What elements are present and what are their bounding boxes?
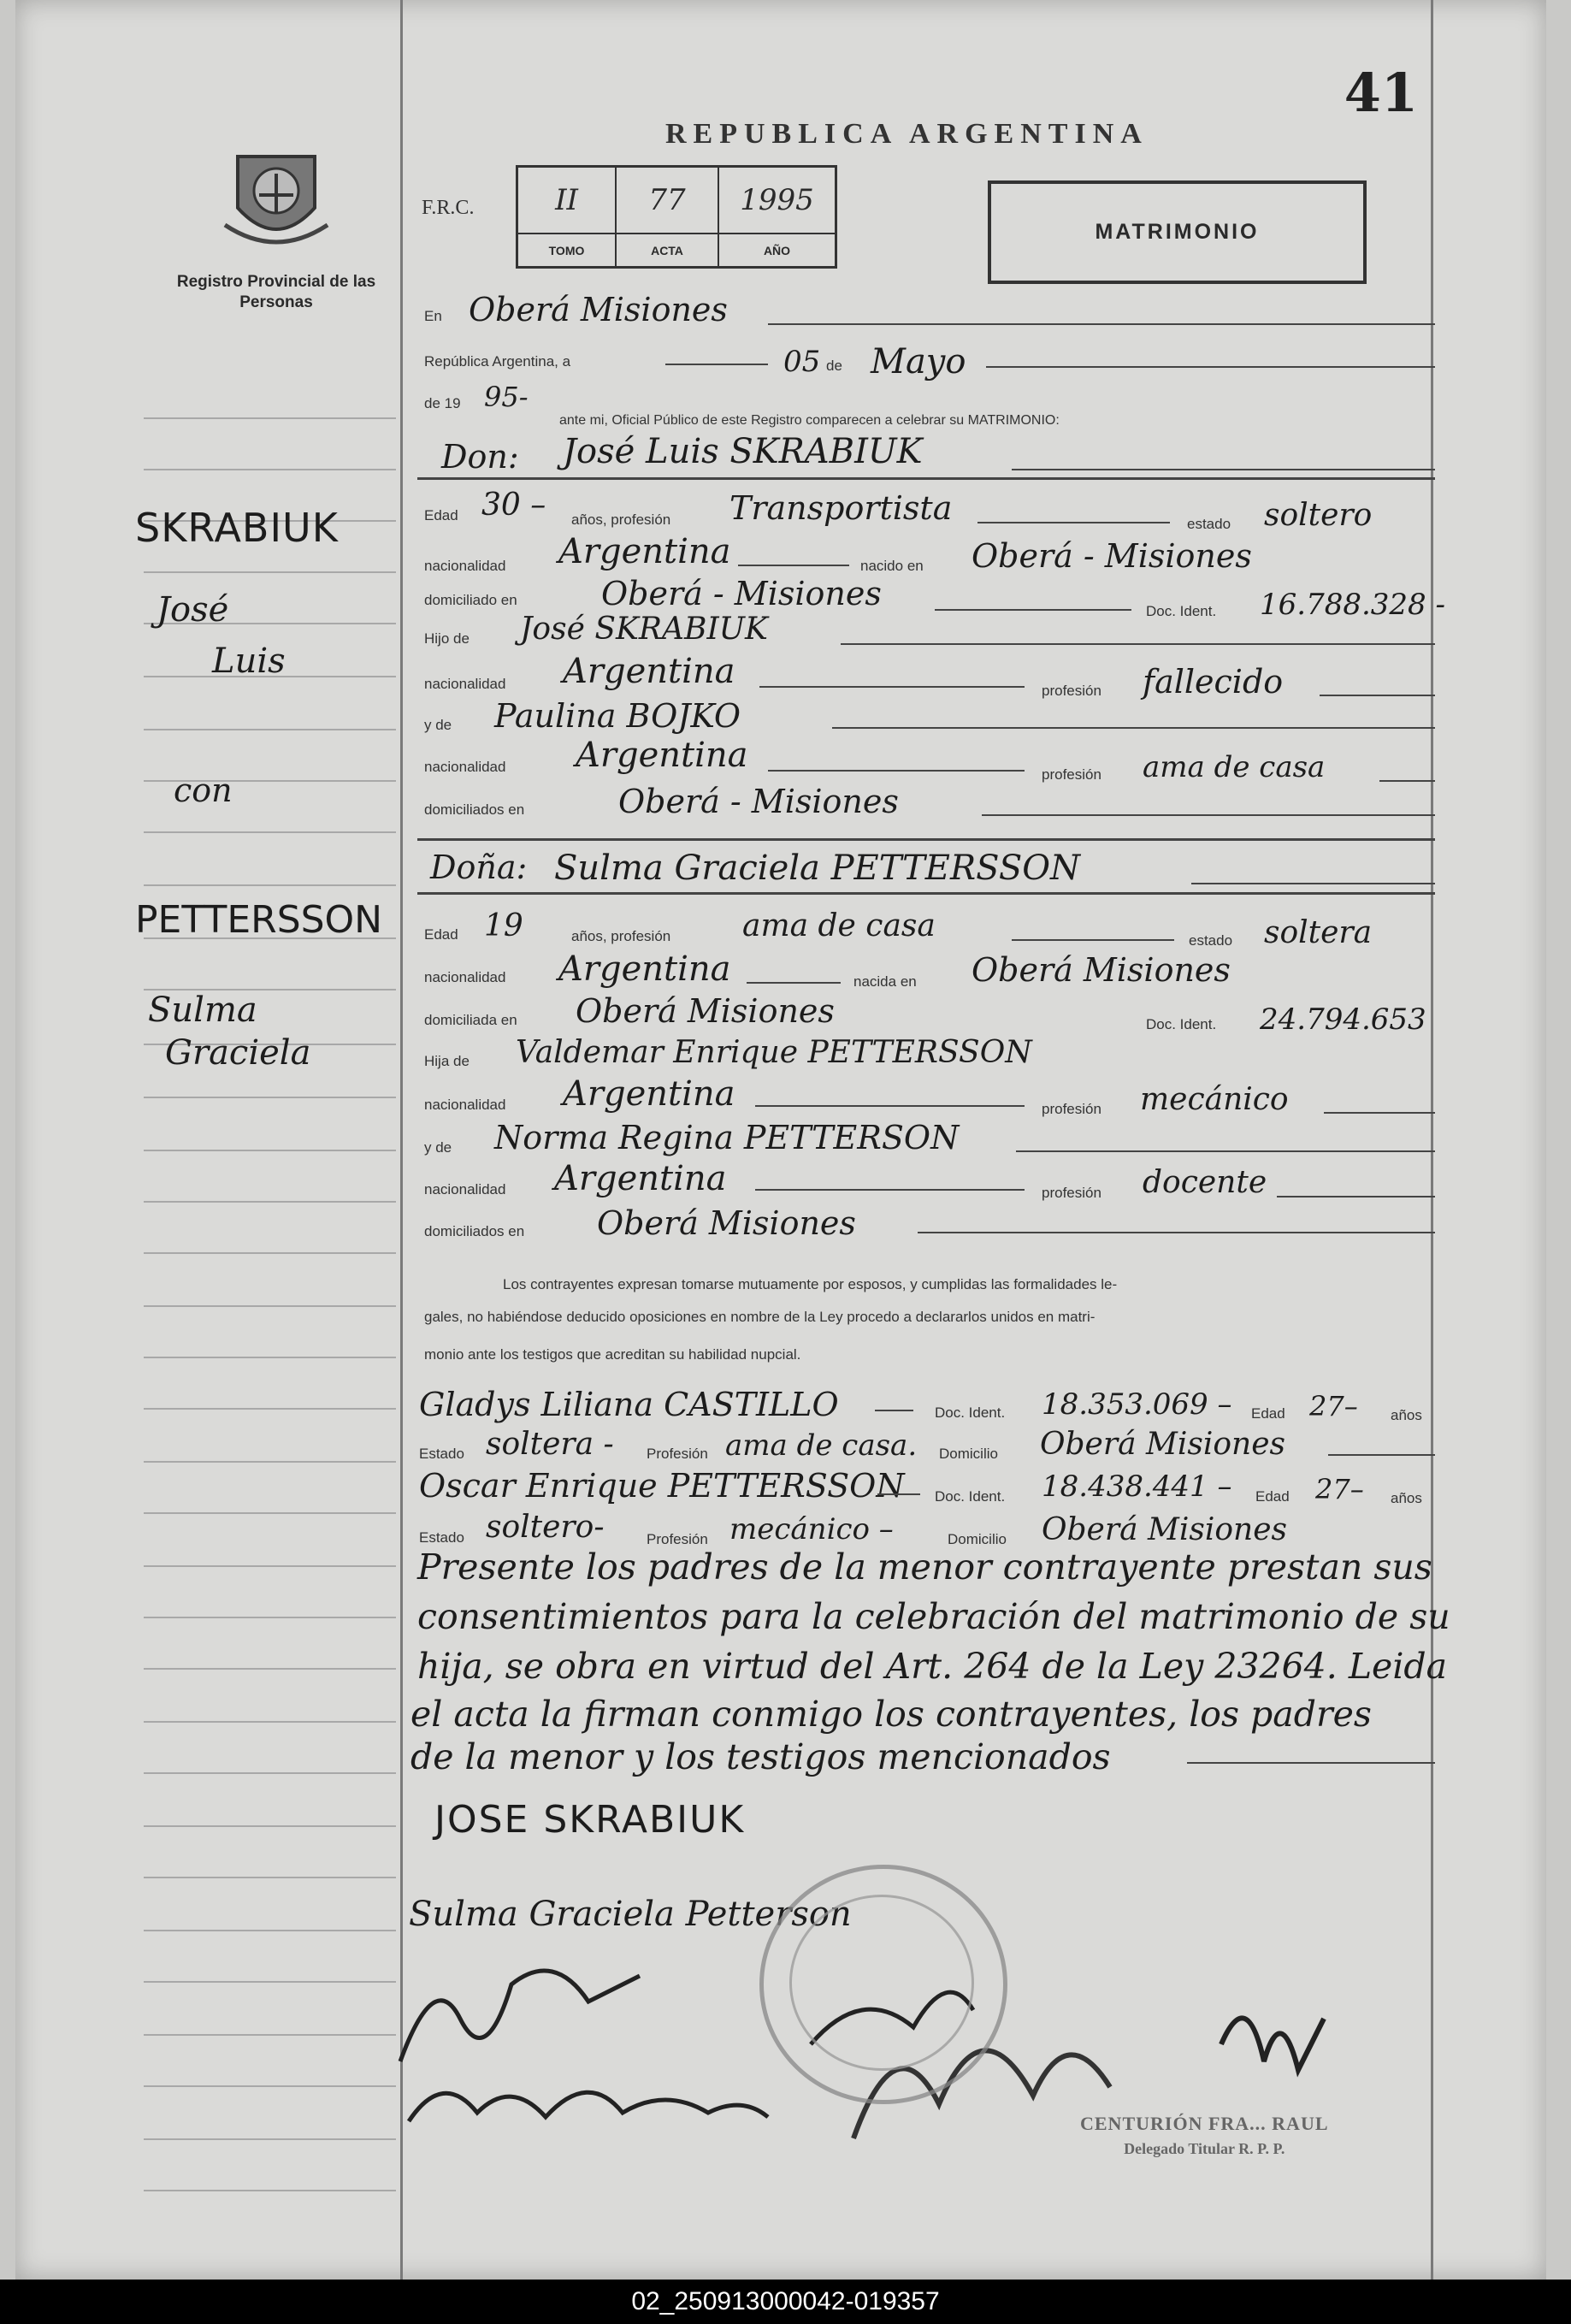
intro-text: ante mi, Oficial Público de este Registro comparecen a celebrar su MATRIMONIO: — [559, 413, 1060, 428]
bride-father-prof: mecánico — [1140, 1082, 1289, 1117]
margin-bride-given-2: Graciela — [165, 1033, 311, 1073]
bride-title: Doña: — [430, 849, 528, 886]
witness-2-estado-label: Estado — [419, 1529, 464, 1546]
bride-mother: Norma Regina PETTERSON — [494, 1119, 960, 1156]
official-role: Delegado Titular R. P. P. — [1124, 2140, 1285, 2157]
bride-doc: 24.794.653 — [1260, 1002, 1426, 1037]
folio-number: 41 — [1344, 62, 1418, 124]
witness-1-prof-label: Profesión — [647, 1446, 708, 1462]
year-suffix: 95- — [484, 381, 529, 413]
note-line-3: hija, se obra en virtud del Art. 264 de la Ley 23264. Leida — [417, 1646, 1448, 1687]
groom-father-prof-label: profesión — [1042, 683, 1101, 699]
bride-edad-label: Edad — [424, 926, 458, 943]
bride-domicilio: Oberá Misiones — [576, 992, 835, 1030]
witness-1-edad: 27– — [1309, 1390, 1358, 1422]
declaration-line-1: Los contrayentes expresan tomarse mutuamente por esposos, y cumplidas las formalidades le- — [503, 1276, 1118, 1292]
bride-mother-prof-label: profesión — [1042, 1185, 1101, 1201]
witness-2-edad-label: Edad — [1255, 1488, 1290, 1505]
witness-2-doc: 18.438.441 – — [1042, 1470, 1232, 1504]
groom-mother-nac-label: nacionalidad — [424, 759, 506, 775]
witness-1-doc-label: Doc. Ident. — [935, 1404, 1006, 1421]
witness-2-profesion: mecánico – — [729, 1512, 894, 1546]
bride-nacida: Oberá Misiones — [972, 951, 1231, 989]
registry-name: Registro Provincial de las Personas — [176, 273, 376, 311]
bride-parents-dom: Oberá Misiones — [597, 1204, 856, 1242]
groom-father-prof: fallecido — [1143, 663, 1284, 701]
groom-nacido: Oberá - Misiones — [972, 537, 1252, 575]
acta-value: 77 — [617, 168, 719, 233]
groom-title: Don: — [441, 438, 519, 476]
witness-2-prof-label: Profesión — [647, 1531, 708, 1547]
country-title: REPUBLICA ARGENTINA — [665, 118, 1149, 150]
declaration-line-2: gales, no habiéndose deducido oposiciones en nombre de la Ley procedo a declararlos unidos en matri- — [424, 1309, 1096, 1325]
bride-father-prof-label: profesión — [1042, 1101, 1101, 1117]
groom-nacionalidad-label: nacionalidad — [424, 558, 506, 574]
witness-2-domicilio: Oberá Misiones — [1042, 1512, 1287, 1547]
groom-mother-prof: ama de casa — [1143, 750, 1326, 784]
bride-estado: soltera — [1264, 915, 1373, 950]
margin-groom-surname: SKRABIUK — [135, 505, 339, 551]
groom-doc-label: Doc. Ident. — [1146, 603, 1217, 619]
place: Oberá Misiones — [469, 291, 728, 328]
note-line-5: de la menor y los testigos mencionados — [410, 1736, 1111, 1777]
bride-yde-label: y de — [424, 1139, 452, 1156]
bride-hija-label: Hija de — [424, 1053, 470, 1069]
groom-doc: 16.788.328 - — [1260, 588, 1445, 622]
groom-anos-label: años, profesión — [571, 512, 671, 528]
bride-profesion: ama de casa — [742, 908, 936, 943]
official-stamp — [759, 1865, 1007, 2104]
groom-edad-label: Edad — [424, 507, 458, 523]
document-type-box: MATRIMONIO — [988, 180, 1367, 284]
groom-yde-label: y de — [424, 717, 452, 733]
ano-value: 1995 — [740, 183, 814, 217]
witness-2-doc-label: Doc. Ident. — [935, 1488, 1006, 1505]
witness-2-estado: soltero- — [486, 1510, 605, 1545]
witness-1-estado-label: Estado — [419, 1446, 464, 1462]
witness-1-estado: soltera - — [486, 1427, 614, 1462]
year-prefix: de 19 — [424, 395, 461, 411]
official-name: CENTURIÓN FRA... RAUL — [1080, 2113, 1329, 2134]
margin-connector: con — [174, 772, 233, 809]
margin-bride-surname: PETTERSSON — [135, 898, 383, 942]
tomo-label: TOMO — [518, 233, 617, 266]
witness-1-name: Gladys Liliana CASTILLO — [419, 1386, 839, 1423]
groom-parents-dom-label: domiciliados en — [424, 801, 525, 818]
bride-mother-nac-label: nacionalidad — [424, 1181, 506, 1197]
groom-domicilio: Oberá - Misiones — [601, 575, 882, 612]
groom-hijo-label: Hijo de — [424, 630, 470, 647]
acta-label: ACTA — [617, 233, 719, 266]
ano-label: AÑO — [719, 233, 835, 266]
bride-estado-label: estado — [1189, 932, 1233, 949]
frc-table — [516, 165, 837, 269]
bride-edad: 19 — [484, 908, 523, 943]
bride-father: Valdemar Enrique PETTERSSON — [516, 1035, 1032, 1070]
witness-1-profesion: ama de casa. — [725, 1428, 918, 1463]
en-label: En — [424, 308, 442, 324]
registry-seal-icon — [221, 144, 332, 251]
bride-name: Sulma Graciela PETTERSSON — [554, 849, 1081, 888]
groom-parents-dom: Oberá - Misiones — [618, 783, 899, 820]
bride-father-nac-label: nacionalidad — [424, 1097, 506, 1113]
groom-domiciliado-label: domiciliado en — [424, 592, 517, 608]
bride-signature: Sulma Graciela Petterson — [409, 1895, 852, 1934]
bride-nacionalidad: Argentina — [558, 949, 731, 989]
bride-domiciliada-label: domiciliada en — [424, 1012, 517, 1028]
day: 05 — [783, 345, 821, 379]
witness-1-anos-label: años — [1391, 1407, 1422, 1423]
official-block — [1080, 2113, 1329, 2158]
groom-name: José Luis SKRABIUK — [563, 432, 923, 471]
groom-father-nac-label: nacionalidad — [424, 676, 506, 692]
bride-parents-dom-label: domiciliados en — [424, 1223, 525, 1239]
note-line-4: el acta la firman conmigo los contrayentes, los padres — [410, 1694, 1372, 1735]
margin-column — [15, 0, 400, 2280]
bride-anos-label: años, profesión — [571, 928, 671, 944]
month: Mayo — [871, 342, 966, 381]
bride-doc-label: Doc. Ident. — [1146, 1016, 1217, 1032]
tomo-value: II — [518, 168, 617, 233]
groom-nacionalidad: Argentina — [558, 532, 731, 571]
groom-mother: Paulina BOJKO — [494, 697, 741, 735]
register-page — [15, 0, 1546, 2280]
groom-nacido-label: nacido en — [860, 558, 924, 574]
bride-nacida-label: nacida en — [853, 973, 917, 990]
groom-signature: JOSE SKRABIUK — [434, 1798, 746, 1842]
bride-mother-nac: Argentina — [554, 1159, 727, 1198]
note-line-2: consentimientos para la celebración del matrimonio de su — [417, 1596, 1450, 1637]
groom-mother-prof-label: profesión — [1042, 766, 1101, 783]
groom-edad: 30 – — [481, 488, 546, 523]
frc-label: F.R.C. — [422, 197, 475, 219]
groom-estado-label: estado — [1187, 516, 1231, 532]
groom-father-nac: Argentina — [563, 652, 735, 691]
de-label: de — [826, 358, 842, 374]
image-id-footer: 02_250913000042-019357 — [0, 2280, 1571, 2324]
declaration-line-3: monio ante los testigos que acreditan su habilidad nupcial. — [424, 1346, 801, 1363]
republic-label: República Argentina, a — [424, 353, 571, 370]
witness-1-edad-label: Edad — [1251, 1405, 1285, 1422]
margin-bride-given-1: Sulma — [148, 991, 257, 1030]
groom-profesion: Transportista — [729, 489, 953, 527]
witness-1-dom-label: Domicilio — [939, 1446, 998, 1462]
note-line-1: Presente los padres de la menor contrayente prestan sus — [417, 1546, 1432, 1588]
margin-groom-given-2: Luis — [212, 642, 286, 681]
witness-1-domicilio: Oberá Misiones — [1040, 1427, 1285, 1462]
witness-2-anos-label: años — [1391, 1490, 1422, 1506]
groom-mother-nac: Argentina — [576, 736, 748, 775]
bride-mother-prof: docente — [1143, 1165, 1267, 1200]
groom-father: José SKRABIUK — [520, 612, 768, 647]
witness-2-dom-label: Domicilio — [948, 1531, 1007, 1547]
margin-groom-given-1: José — [157, 590, 229, 630]
bride-nacionalidad-label: nacionalidad — [424, 969, 506, 985]
bride-father-nac: Argentina — [563, 1074, 735, 1114]
groom-estado: soltero — [1264, 498, 1373, 533]
witness-1-doc: 18.353.069 – — [1042, 1387, 1232, 1422]
witness-2-edad: 27– — [1315, 1473, 1364, 1505]
witness-2-name: Oscar Enrique PETTERSSON — [419, 1467, 905, 1505]
